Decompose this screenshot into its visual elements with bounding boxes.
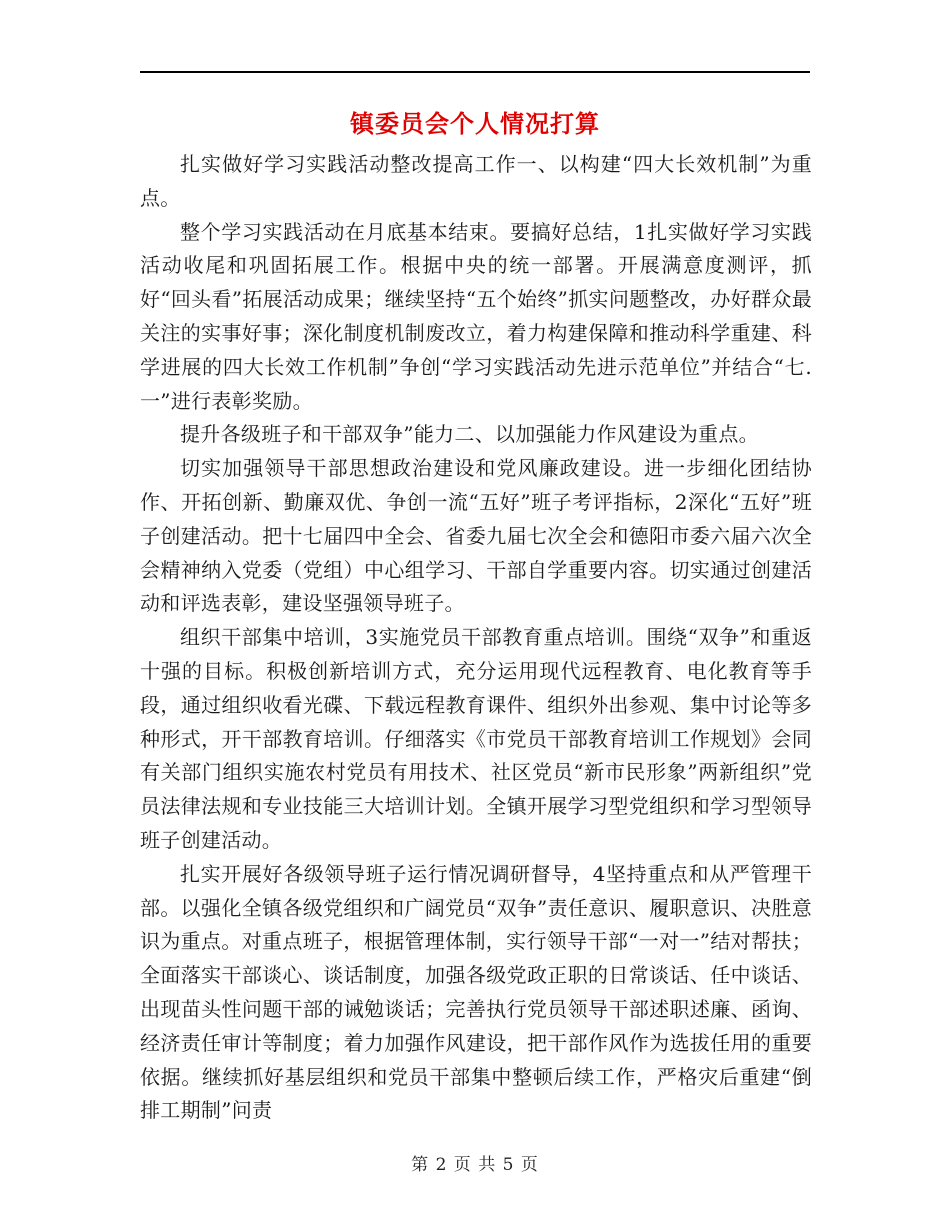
paragraph: 切实加强领导干部思想政治建设和党风廉政建设。进一步细化团结协作、开拓创新、勤廉双优、争创一流“五好”班子考评指标，2深化“五好”班子创建活动。把十七届四中全会、省委九届七次全会和德阳市委六届六次全会精神纳入党委（党组）中心组学习、干部自学重要内容。切实通过创建活动和评选表彰，建设坚强领导班子。 — [140, 456, 812, 616]
document-body — [140, 148, 812, 1128]
paragraph: 扎实做好学习实践活动整改提高工作一、以构建“四大长效机制”为重点。 — [140, 152, 812, 210]
header-rule — [140, 71, 810, 73]
paragraph: 提升各级班子和干部双争”能力二、以加强能力作风建设为重点。 — [180, 422, 759, 447]
paragraph: 组织干部集中培训，3实施党员干部教育重点培训。围绕“双争”和重返十强的目标。积极创新培训方式，充分运用现代远程教育、电化教育等手段，通过组织收看光碟、下载远程教育课件、组织外出参观、集中讨论等多种形式，开干部教育培训。仔细落实《市党员干部教育培训工作规划》会同有关部门组织实施农村党员有用技术、社区党员“新市民形象”两新组织”党员法律法规和专业技能三大培训计划。全镇开展学习型党组织和学习型领导班子创建活动。 — [140, 625, 812, 852]
page-number: 第 2 页 共 5 页 — [411, 1155, 539, 1175]
paragraph: 整个学习实践活动在月底基本结束。要搞好总结，1扎实做好学习实践活动收尾和巩固拓展工作。根据中央的统一部署。开展满意度测评，抓好“回头看”拓展活动成果；继续坚持“五个始终”抓实问题整改，办好群众最关注的实事好事；深化制度机制废改立，着力构建保障和推动科学重建、科学进展的四大长效工作机制”争创“学习实践活动先进示范单位”并结合“七.一”进行表彰奖励。 — [140, 219, 812, 413]
paragraph: 扎实开展好各级领导班子运行情况调研督导，4坚持重点和从严管理干部。以强化全镇各级党组织和广阔党员“双争”责任意识、履职意识、决胜意识为重点。对重点班子，根据管理体制，实行领导干部“一对一”结对帮扶；全面落实干部谈心、谈话制度，加强各级党政正职的日常谈话、任中谈话、出现苗头性问题干部的诫勉谈话；完善执行党员领导干部述职述廉、函询、经济责任审计等制度；着力加强作风建设，把干部作风作为选拔任用的重要依据。继续抓好基层组织和党员干部集中整顿后续工作，严格灾后重建“倒排工期制”问责 — [140, 861, 812, 1123]
document-title: 镇委员会个人情况打算 — [350, 110, 600, 138]
